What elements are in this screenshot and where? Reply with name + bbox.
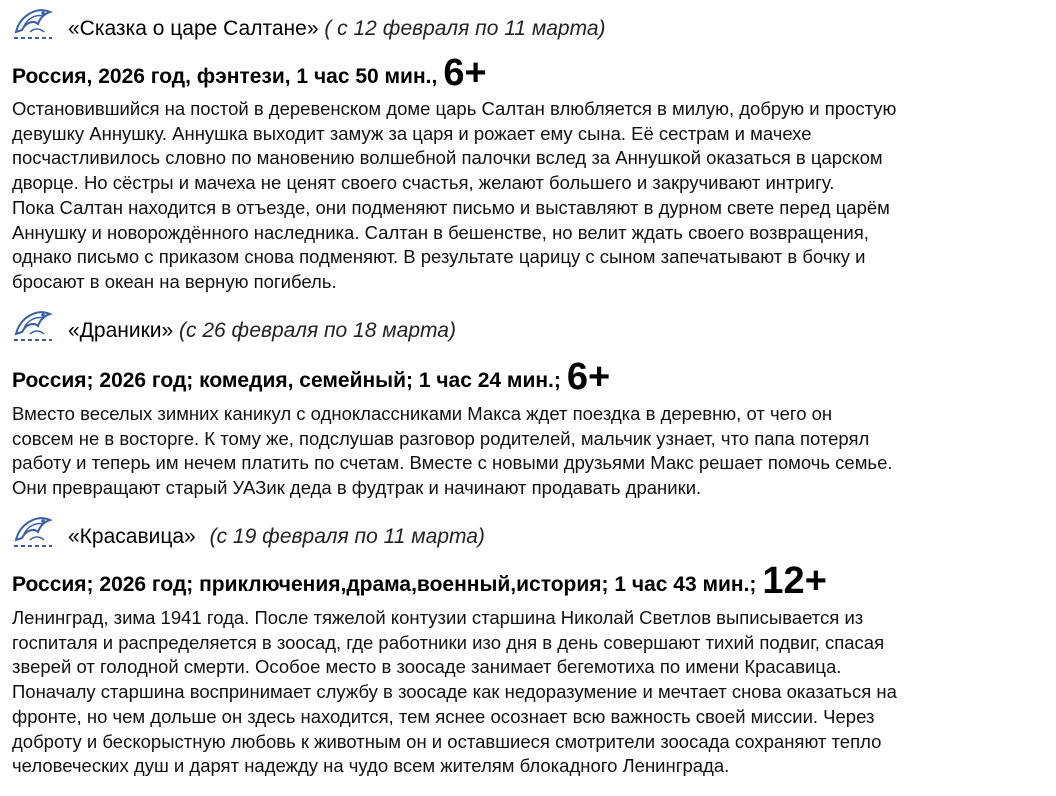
movie-description bbox=[12, 97, 1052, 295]
description-line: Остановившийся на постой в деревенском доме царь Салтан влюбляется в милую, добрую и простую bbox=[12, 98, 897, 119]
movie-meta-text: Россия; 2026 год; приключения,драма,военный,история; 1 час 43 мин.; bbox=[12, 573, 757, 596]
movie-description bbox=[12, 402, 1052, 501]
movie-title: «Сказка о царе Салтане» bbox=[68, 17, 319, 40]
age-rating: 6+ bbox=[443, 52, 487, 94]
description-line: человеческих душ и дарят надежду на чудо всем жителям блокадного Ленинграда. bbox=[12, 755, 730, 777]
movie-entry bbox=[0, 302, 1056, 499]
description-line: работу и теперь им нечем платить по счетам. Вместе с новыми друзьями Макс решает помочь семье. bbox=[12, 452, 893, 474]
dolphin-logo-icon bbox=[10, 2, 56, 42]
description-line: Поначалу старшина воспринимает службу в зоосаде как недоразумение и мечтает снова оказаться на bbox=[12, 681, 897, 703]
movie-meta-text: Россия; 2026 год; комедия, семейный; 1 час 24 мин.; bbox=[12, 369, 561, 392]
description-line: совсем не в восторге. К тому же, подслушав разговор родителей, мальчик узнает, что папа потерял bbox=[12, 427, 870, 449]
dolphin-logo-icon bbox=[10, 510, 56, 550]
movie-title-row bbox=[0, 0, 1056, 44]
description-line: дворце. Но сёстры и мачеха не ценят своего счастья, желают большего и закручивают интригу. bbox=[12, 172, 835, 194]
movie-title-row bbox=[0, 302, 1056, 346]
movie-meta bbox=[12, 356, 611, 398]
movie-title: «Красавица» bbox=[68, 525, 196, 548]
movie-title-line bbox=[68, 524, 485, 550]
age-rating: 12+ bbox=[762, 560, 827, 602]
movie-title-line bbox=[68, 16, 606, 42]
movie-dates: ( с 12 февраля по 11 марта) bbox=[324, 17, 606, 40]
movie-entry bbox=[0, 0, 1056, 292]
movie-meta bbox=[12, 560, 827, 602]
movie-meta bbox=[12, 52, 487, 94]
movie-title-row bbox=[0, 508, 1056, 552]
movie-description bbox=[12, 606, 1052, 779]
movie-meta-text: Россия, 2026 год, фэнтези, 1 час 50 мин., bbox=[12, 65, 438, 88]
description-line: Они превращают старый УАЗик деда в фудтрак и начинают продавать драники. bbox=[12, 477, 702, 499]
description-line: доброту и бескорыстную любовь к животным он и оставшиеся смотрители зоосада сохраняют тепло bbox=[12, 730, 882, 752]
description-line: зверей от голодной смерти. Особое место в зоосаде занимает бегемотиха по имени Красавица. bbox=[12, 656, 842, 678]
description-line: девушку Аннушку. Аннушка выходит замуж за царя и рожает ему сына. Её сестрам и мачехе bbox=[12, 122, 812, 144]
movie-title-line bbox=[68, 318, 456, 344]
description-line: Аннушку и новорождённого наследника. Салтан в бешенстве, но велит ждать своего возвращения, bbox=[12, 221, 869, 243]
movie-dates: (с 26 февраля по 18 марта) bbox=[179, 319, 456, 342]
description-line: бросают в океан на верную погибель. bbox=[12, 270, 337, 292]
description-line: Пока Салтан находится в отъезде, они подменяют письмо и выставляют в дурном свете перед царём bbox=[12, 196, 890, 218]
description-line: Вместо веселых зимних каникул с одноклассниками Макса ждет поездка в деревню, от чего он bbox=[12, 403, 833, 424]
description-line: посчастливилось словно по мановению волшебной палочки вслед за Аннушкой оказаться в царском bbox=[12, 147, 883, 169]
movie-dates: (с 19 февраля по 11 марта) bbox=[209, 525, 485, 548]
movie-title: «Драники» bbox=[68, 319, 174, 342]
movie-entry bbox=[0, 508, 1056, 777]
dolphin-logo-icon bbox=[10, 304, 56, 344]
description-line: однако письмо с приказом снова подменяют. В результате царицу с сыном запечатывают в бочку и bbox=[12, 246, 866, 268]
age-rating: 6+ bbox=[566, 356, 611, 398]
description-line: Ленинград, зима 1941 года. После тяжелой контузии старшина Николай Светлов выписывается из bbox=[12, 607, 864, 628]
description-line: госпиталя и распределяется в зоосад, где работники изо дня в день совершают тихий подвиг, спасая bbox=[12, 631, 885, 653]
description-line: фронте, но чем дольше он здесь находится, тем яснее осознает всю важность своей миссии. Через bbox=[12, 705, 875, 727]
